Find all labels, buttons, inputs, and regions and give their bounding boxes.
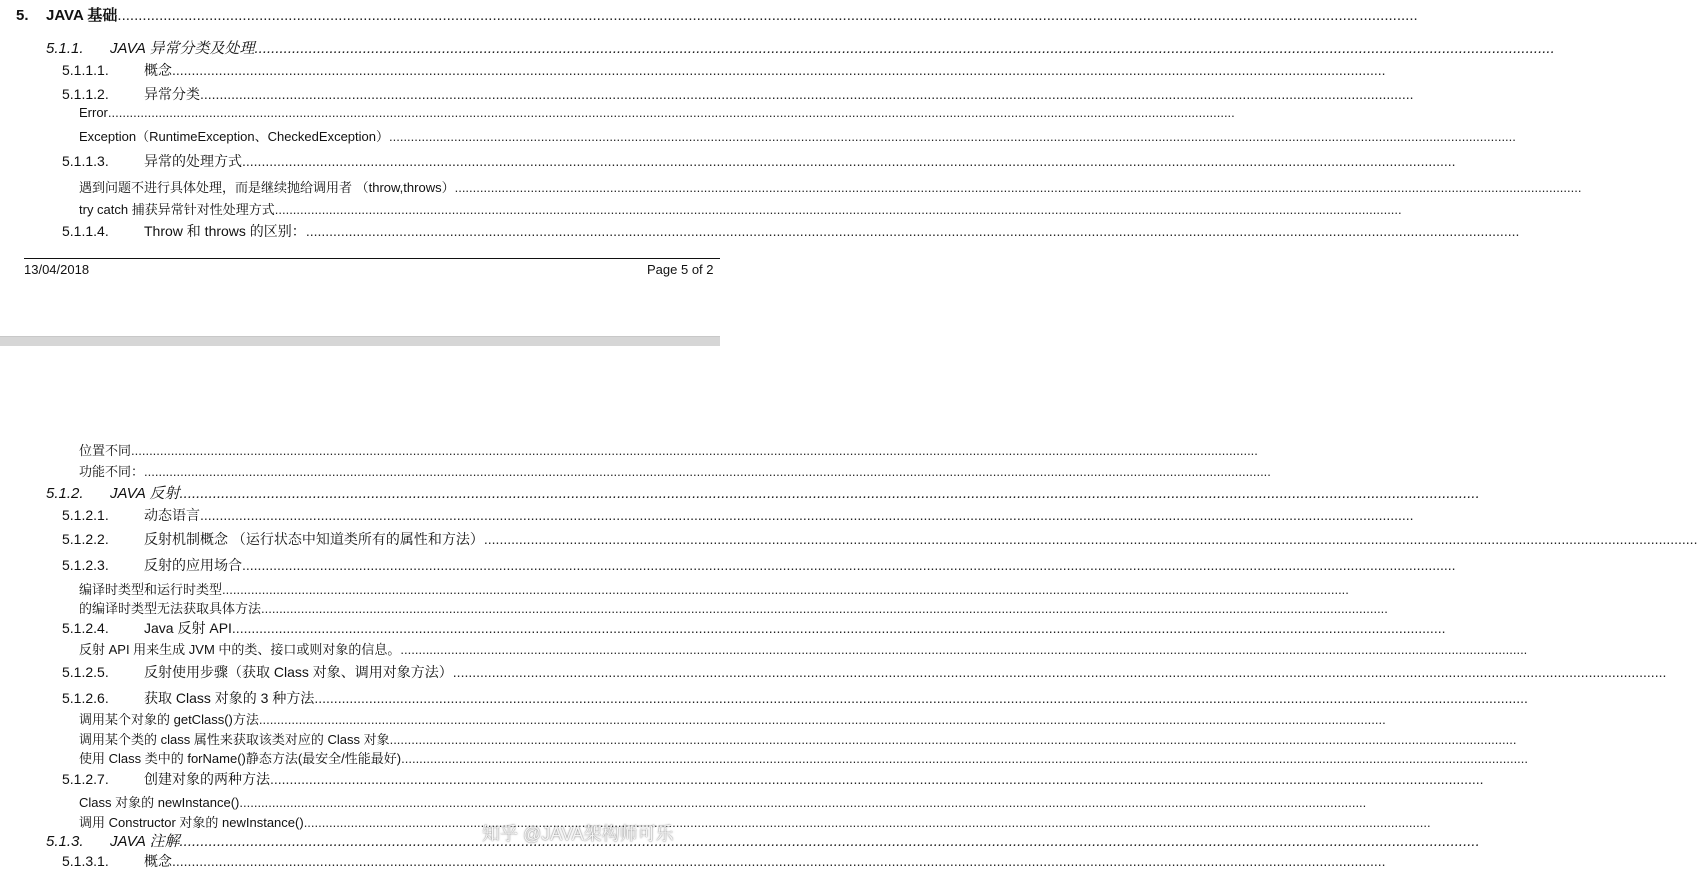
toc-entry-title: JAVA 反射: [110, 485, 180, 502]
toc-entry[interactable]: [0, 84, 720, 104]
toc-entry-title: 编译时类型和运行时类型: [79, 582, 223, 597]
toc-entry-title: 调用 Constructor 对象的 newInstance(): [79, 815, 304, 830]
toc-dot-leader: [389, 129, 1516, 144]
toc-entry-title: 概念: [144, 62, 172, 78]
toc-dot-leader: [200, 86, 1414, 102]
document-page-bottom: [0, 346, 720, 869]
toc-entry[interactable]: [0, 221, 720, 241]
toc-entry-number: 5.1.3.: [46, 833, 84, 850]
toc-entry-number: 5.1.2.6.: [62, 690, 109, 706]
toc-entry[interactable]: [0, 505, 720, 525]
toc-entry[interactable]: [0, 598, 720, 617]
toc-dot-leader: [261, 601, 1388, 616]
toc-entry[interactable]: [0, 37, 720, 58]
toc-entry-title: 反射使用步骤（获取 Class 对象、调用对象方法）: [144, 664, 453, 680]
toc-entry-number: 5.1.2.3.: [62, 557, 109, 573]
toc-entry-title: 异常的处理方式: [144, 153, 242, 169]
document-page-top: [0, 0, 720, 336]
toc-entry[interactable]: [0, 440, 720, 459]
toc-entry-number: 5.1.1.2.: [62, 86, 109, 102]
toc-entry-title: 反射的应用场合: [144, 557, 242, 573]
toc-entry[interactable]: [0, 688, 720, 708]
toc-entry-title: 反射 API 用来生成 JVM 中的类、接口或则对象的信息。: [79, 642, 401, 657]
toc-entry-title: 遇到问题不进行具体处理，而是继续抛给调用者 （throw,throws）: [79, 180, 455, 195]
toc-dot-leader: [306, 223, 1520, 239]
toc-dot-leader: [254, 40, 1554, 57]
footer-page-number: Page 5 of 2: [647, 262, 714, 277]
toc-entry-title: 创建对象的两种方法: [144, 771, 270, 787]
toc-entry-title: Class 对象的 newInstance(): [79, 795, 240, 810]
toc-dot-leader: [242, 557, 1456, 573]
toc-entry-title: 调用某个对象的 getClass()方法: [79, 712, 259, 727]
toc-dot-leader: [239, 795, 1366, 810]
toc-dot-leader: [131, 443, 1258, 458]
toc-dot-leader: [390, 732, 1517, 747]
toc-entry-number: 5.1.2.1.: [62, 507, 109, 523]
toc-dot-leader: [484, 531, 1697, 547]
toc-dot-leader: [179, 833, 1479, 850]
toc-entry[interactable]: [0, 729, 720, 748]
toc-entry-title: 反射机制概念 （运行状态中知道类所有的属性和方法）: [144, 531, 484, 547]
toc-entry-title: 获取 Class 对象的 3 种方法: [144, 690, 315, 706]
toc-entry-number: 5.: [16, 7, 29, 24]
toc-entry[interactable]: [0, 529, 720, 549]
toc-entry[interactable]: [0, 199, 720, 218]
toc-dot-leader: [401, 751, 1528, 766]
toc-entry[interactable]: [0, 748, 720, 767]
toc-dot-leader: [179, 485, 1479, 502]
toc-dot-leader: [259, 712, 1386, 727]
toc-entry-title: Exception（RuntimeException、CheckedException）: [79, 129, 389, 144]
toc-entry-number: 5.1.1.1.: [62, 62, 109, 78]
toc-dot-leader: [144, 464, 1271, 479]
page-footer: [24, 258, 720, 289]
toc-dot-leader: [455, 180, 1582, 195]
toc-entry[interactable]: [0, 769, 720, 789]
toc-dot-leader: [108, 105, 1235, 120]
toc-dot-leader: [172, 62, 1386, 78]
toc-entry-title: Error: [79, 105, 108, 120]
toc-entry-number: 5.1.1.: [46, 40, 84, 57]
toc-entry-number: 5.1.2.: [46, 485, 84, 502]
toc-entry-title: try catch 捕获异常针对性处理方式: [79, 202, 275, 217]
toc-entry[interactable]: [0, 709, 720, 728]
toc-dot-leader: [232, 620, 1446, 636]
footer-date: 13/04/2018: [24, 262, 90, 277]
toc-entry-number: 5.1.3.1.: [62, 853, 109, 869]
toc-entry[interactable]: [0, 639, 720, 658]
toc-entry-title: JAVA 基础: [46, 7, 118, 24]
toc-dot-leader: [200, 507, 1414, 523]
toc-dot-leader: [275, 202, 1402, 217]
toc-entry[interactable]: [0, 662, 720, 682]
toc-entry[interactable]: [0, 60, 720, 80]
toc-entry[interactable]: [0, 126, 720, 145]
toc-entry-title: JAVA 注解: [110, 833, 180, 850]
toc-entry[interactable]: [0, 151, 720, 171]
toc-entry[interactable]: [0, 792, 720, 811]
toc-entry-title: Throw 和 throws 的区别：: [144, 223, 306, 239]
toc-entry-title: JAVA 异常分类及处理: [110, 40, 255, 57]
toc-dot-leader: [304, 815, 1431, 830]
toc-entry-number: 5.1.2.7.: [62, 771, 109, 787]
toc-entry-title: 位置不同: [79, 443, 132, 458]
toc-entry[interactable]: [0, 105, 720, 120]
toc-dot-leader: [242, 153, 1456, 169]
toc-dot-leader: [453, 664, 1667, 680]
toc-entry-number: 5.1.2.2.: [62, 531, 109, 547]
toc-entry-title: 的编译时类型无法获取具体方法: [79, 601, 262, 616]
toc-entry[interactable]: [0, 555, 720, 575]
toc-entry-title: 异常分类: [144, 86, 200, 102]
toc-entry-title: Java 反射 API: [144, 620, 232, 636]
toc-dot-leader: [172, 853, 1386, 869]
toc-entry[interactable]: [0, 177, 720, 196]
toc-entry-title: 概念: [144, 853, 172, 869]
toc-entry-number: 5.1.1.3.: [62, 153, 109, 169]
toc-entry-title: 动态语言: [144, 507, 200, 523]
toc-dot-leader: [270, 771, 1484, 787]
toc-dot-leader: [400, 642, 1527, 657]
toc-dot-leader: [222, 582, 1349, 597]
toc-entry-title: 调用某个类的 class 属性来获取该类对应的 Class 对象: [79, 732, 390, 747]
toc-entry-title: 使用 Class 类中的 forName()静态方法(最安全/性能最好): [79, 751, 402, 766]
toc-entry[interactable]: [0, 461, 720, 480]
toc-entry-number: 5.1.2.4.: [62, 620, 109, 636]
toc-entry-title: 功能不同：: [79, 464, 145, 479]
toc-entry[interactable]: [0, 579, 720, 598]
toc-dot-leader: [117, 7, 1417, 24]
toc-entry-number: 5.1.2.5.: [62, 664, 109, 680]
toc-entry[interactable]: [0, 618, 720, 638]
watermark: 知乎 @JAVA架构师可乐: [482, 824, 674, 844]
toc-entry[interactable]: [0, 851, 720, 871]
toc-entry-number: 5.1.1.4.: [62, 223, 109, 239]
toc-entry[interactable]: [0, 482, 720, 503]
toc-entry[interactable]: [0, 4, 720, 25]
toc-dot-leader: [314, 690, 1528, 706]
